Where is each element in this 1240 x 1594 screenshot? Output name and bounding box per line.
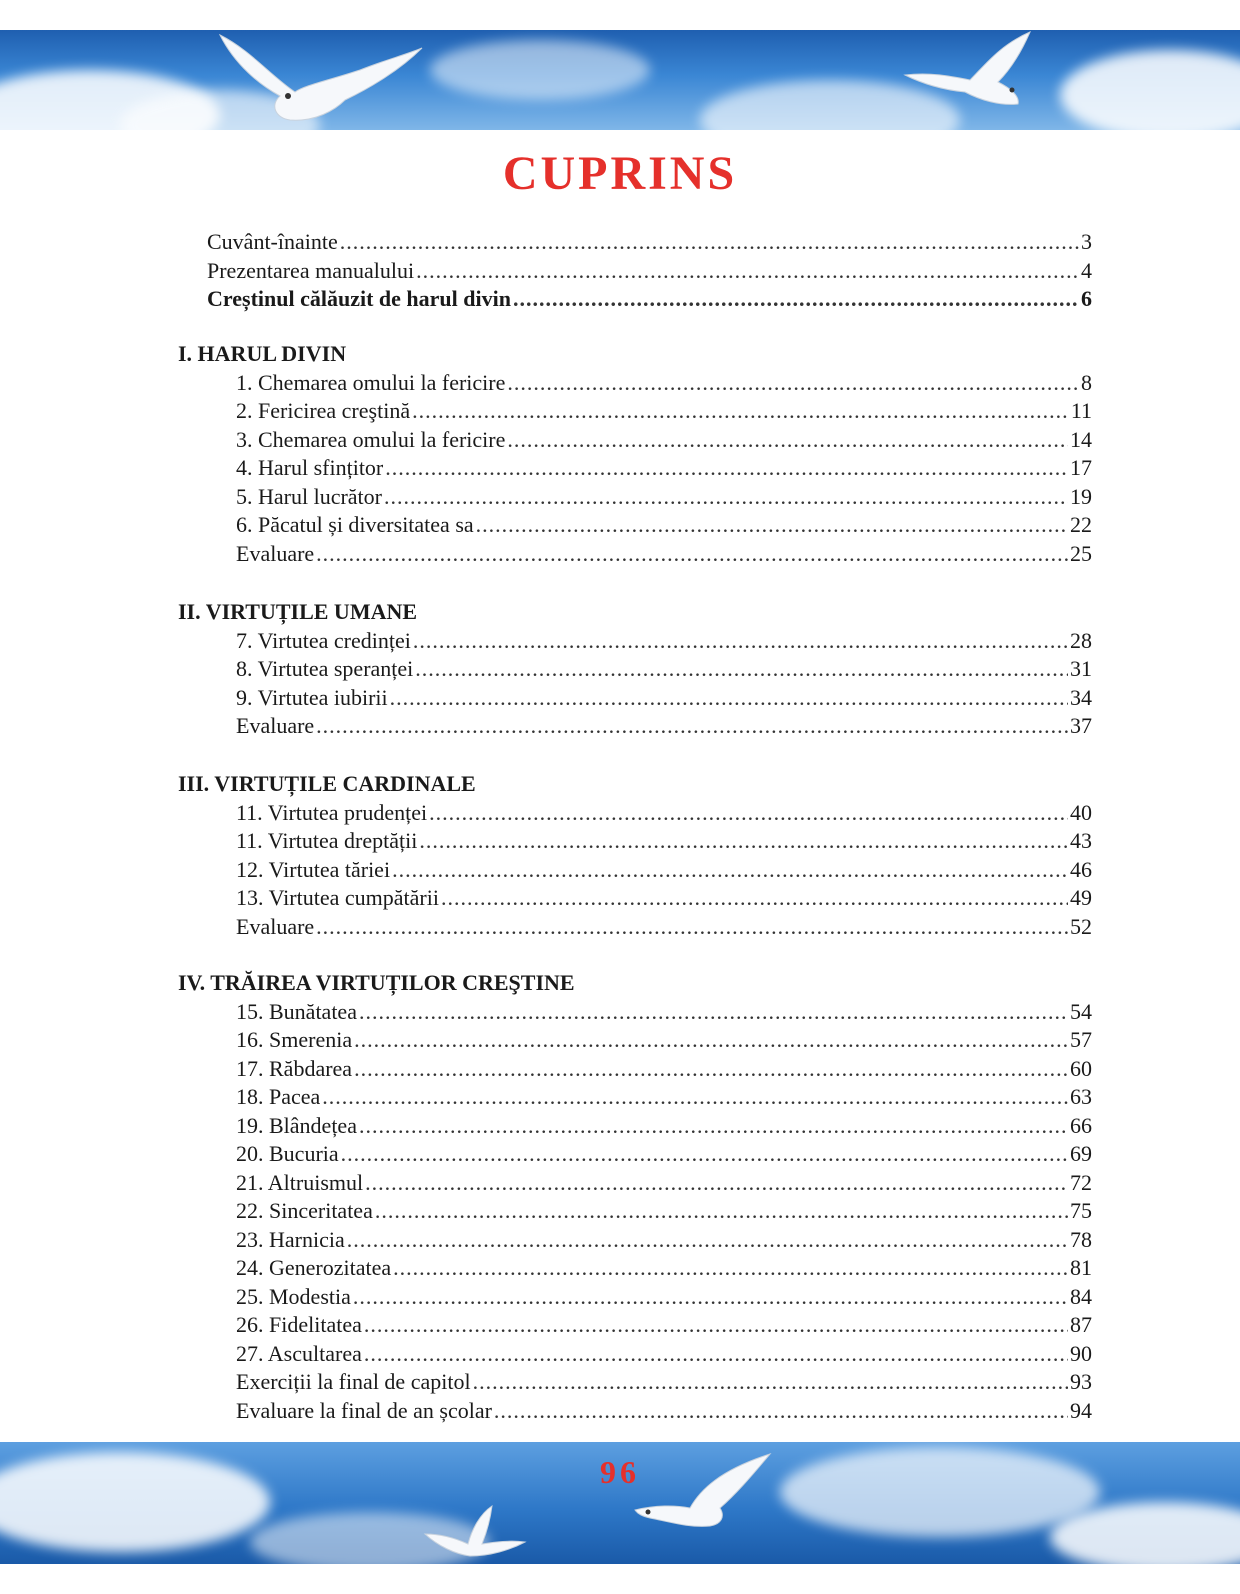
toc-entry-page: 93 <box>1070 1369 1092 1394</box>
toc-entry-title: Creștinul călăuzit de harul divin <box>207 286 511 311</box>
toc-entry-page: 4 <box>1081 257 1092 283</box>
toc-dot-leader <box>419 827 1068 855</box>
toc-section-heading: I. HARUL DIVIN <box>178 341 347 366</box>
toc-dot-leader <box>341 1140 1068 1168</box>
toc-dot-leader <box>507 369 1079 397</box>
toc-entry-title: 2. Fericirea creştină <box>236 398 411 423</box>
toc-dot-leader <box>429 799 1068 827</box>
toc-entry-title: 6. Păcatul și diversitatea sa <box>236 512 474 537</box>
toc-entry-title: 23. Harnicia <box>236 1226 345 1252</box>
toc-entry-title: 5. Harul lucrător <box>236 483 382 509</box>
toc-entry-page: 14 <box>1070 426 1092 452</box>
toc-dot-leader <box>513 285 1079 313</box>
toc-entry-title: 20. Bucuria <box>236 1141 339 1166</box>
dove-icon <box>210 30 430 130</box>
toc-entry-page: 78 <box>1070 1226 1092 1252</box>
toc-entry[interactable] <box>207 257 1092 285</box>
toc-entry-title: 13. Virtutea cumpătării <box>236 885 439 910</box>
toc-entry-page: 57 <box>1070 1027 1092 1052</box>
toc-entry[interactable] <box>207 285 1092 313</box>
toc-entry-title: Prezentarea manualului <box>207 257 415 283</box>
toc-dot-leader <box>392 856 1068 884</box>
toc-entry[interactable] <box>236 1283 1092 1311</box>
toc-entry[interactable] <box>236 1140 1092 1168</box>
toc-entry[interactable] <box>236 397 1092 425</box>
toc-entry[interactable] <box>236 1055 1092 1083</box>
toc-entry-page: 25 <box>1070 540 1092 566</box>
dove-icon <box>420 1504 530 1560</box>
toc-dot-leader <box>375 1197 1068 1225</box>
toc-entry-title: Evaluare <box>236 540 315 566</box>
toc-entry-page: 34 <box>1070 684 1092 710</box>
toc-entry[interactable] <box>236 369 1092 397</box>
toc-dot-leader <box>416 257 1079 285</box>
toc-entry[interactable] <box>236 913 1092 941</box>
toc-dot-leader <box>316 540 1068 568</box>
toc-entry-page: 87 <box>1070 1312 1092 1337</box>
toc-entry-title: 17. Răbdarea <box>236 1055 353 1081</box>
toc-entry-page: 46 <box>1070 856 1092 882</box>
toc-entry-title: 16. Smerenia <box>236 1027 353 1052</box>
toc-entry[interactable] <box>236 998 1092 1026</box>
toc-dot-leader <box>316 913 1068 941</box>
toc-entry-title: 15. Bunătatea <box>236 998 357 1024</box>
toc-dot-leader <box>364 1340 1068 1368</box>
toc-dot-leader <box>353 1283 1068 1311</box>
toc-dot-leader <box>340 228 1079 256</box>
toc-dot-leader <box>322 1083 1068 1111</box>
toc-entry[interactable] <box>236 1368 1092 1396</box>
toc-entry-page: 69 <box>1070 1141 1092 1166</box>
toc-entry[interactable] <box>236 884 1092 912</box>
toc-entry-page: 11 <box>1070 398 1092 423</box>
toc-dot-leader <box>413 627 1068 655</box>
toc-entry[interactable] <box>236 1169 1092 1197</box>
toc-entry-page: 75 <box>1070 1198 1092 1223</box>
toc-entry[interactable] <box>236 827 1092 855</box>
toc-entry[interactable] <box>236 1112 1092 1140</box>
toc-entry[interactable] <box>236 454 1092 482</box>
toc-entry[interactable] <box>236 1197 1092 1225</box>
toc-entry-page: 22 <box>1070 512 1092 537</box>
toc-dot-leader <box>354 1026 1068 1054</box>
toc-entry[interactable] <box>236 1083 1092 1111</box>
toc-entry-title: Cuvânt-înainte <box>207 229 338 254</box>
toc-entry-title: 22. Sinceritatea <box>236 1198 373 1223</box>
toc-entry-title: 11. Virtutea dreptății <box>236 828 418 853</box>
toc-entry[interactable] <box>236 1254 1092 1282</box>
toc-entry-title: 9. Virtutea iubirii <box>236 684 388 710</box>
toc-entry-page: 40 <box>1070 799 1092 825</box>
toc-entry-title: 25. Modestia <box>236 1283 351 1309</box>
toc-entry-page: 17 <box>1070 455 1092 480</box>
toc-dot-leader <box>347 1226 1068 1254</box>
toc-entry[interactable] <box>236 712 1092 740</box>
toc-entry-title: 24. Generozitatea <box>236 1255 392 1280</box>
toc-entry-title: 7. Virtutea credinței <box>236 627 411 653</box>
toc-entry[interactable] <box>236 540 1092 568</box>
toc-entry-title: 8. Virtutea speranței <box>236 656 414 681</box>
toc-entry[interactable] <box>236 1026 1092 1054</box>
toc-entry-title: 19. Blândețea <box>236 1112 357 1138</box>
toc-entry[interactable] <box>236 1340 1092 1368</box>
toc-entry-page: 28 <box>1070 627 1092 653</box>
toc-entry[interactable] <box>236 426 1092 454</box>
toc-dot-leader <box>494 1397 1068 1425</box>
toc-entry-page: 63 <box>1070 1084 1092 1109</box>
toc-dot-leader <box>507 426 1068 454</box>
toc-entry[interactable] <box>236 1397 1092 1425</box>
dove-icon <box>900 30 1060 110</box>
toc-entry-title: Evaluare la final de an școlar <box>236 1397 492 1423</box>
toc-entry-page: 84 <box>1070 1283 1092 1309</box>
toc-dot-leader <box>390 684 1068 712</box>
toc-dot-leader <box>316 712 1068 740</box>
toc-entry[interactable] <box>236 511 1092 539</box>
toc-entry-title: 18. Pacea <box>236 1084 321 1109</box>
page-number: 96 <box>600 1454 640 1490</box>
toc-entry-page: 60 <box>1070 1055 1092 1081</box>
toc-dot-leader <box>354 1055 1068 1083</box>
toc-entry-title: 27. Ascultarea <box>236 1340 362 1366</box>
toc-entry-page: 52 <box>1070 913 1092 939</box>
toc-section-heading: II. VIRTUȚILE UMANE <box>178 599 418 624</box>
toc-entry-title: 21. Altruismul <box>236 1169 364 1195</box>
toc-entry-title: 26. Fidelitatea <box>236 1312 362 1337</box>
toc-entry-title: Evaluare <box>236 913 315 939</box>
toc-entry-title: 1. Chemarea omului la fericire <box>236 369 506 395</box>
toc-entry-page: 66 <box>1070 1112 1092 1138</box>
toc-entry[interactable] <box>236 1226 1092 1254</box>
toc-entry-page: 90 <box>1070 1340 1092 1366</box>
toc-entry-page: 31 <box>1070 656 1092 681</box>
toc-dot-leader <box>393 1254 1068 1282</box>
top-sky-banner <box>0 30 1240 130</box>
toc-entry-page: 43 <box>1070 828 1092 853</box>
toc-dot-leader <box>365 1169 1068 1197</box>
toc-entry[interactable] <box>236 655 1092 683</box>
toc-dot-leader <box>415 655 1068 683</box>
toc-entry-page: 72 <box>1070 1169 1092 1195</box>
toc-dot-leader <box>359 998 1068 1026</box>
toc-entry-page: 49 <box>1070 885 1092 910</box>
toc-entry[interactable] <box>236 799 1092 827</box>
toc-section-heading: IV. TRĂIREA VIRTUȚILOR CREŞTINE <box>178 970 575 995</box>
toc-entry-title: 11. Virtutea prudenței <box>236 799 428 825</box>
toc-dot-leader <box>385 454 1068 482</box>
toc-dot-leader <box>476 511 1068 539</box>
toc-dot-leader <box>473 1368 1068 1396</box>
toc-dot-leader <box>364 1311 1068 1339</box>
toc-entry[interactable] <box>236 1311 1092 1339</box>
toc-entry[interactable] <box>236 627 1092 655</box>
toc-entry-page: 3 <box>1081 229 1092 254</box>
toc-dot-leader <box>412 397 1069 425</box>
toc-entry-page: 81 <box>1070 1255 1092 1280</box>
toc-section-heading: III. VIRTUȚILE CARDINALE <box>178 771 476 796</box>
toc-entry-page: 94 <box>1070 1397 1092 1423</box>
page-title: CUPRINS <box>502 147 738 200</box>
toc-entry-title: 3. Chemarea omului la fericire <box>236 426 506 452</box>
toc-entry[interactable] <box>207 228 1092 256</box>
toc-entry[interactable] <box>236 483 1092 511</box>
toc-entry-page: 19 <box>1070 483 1092 509</box>
toc-entry-title: 12. Virtutea tăriei <box>236 856 391 882</box>
toc-entry-page: 37 <box>1070 713 1092 738</box>
toc-entry-title: 4. Harul sfințitor <box>236 455 384 480</box>
toc-entry-page: 6 <box>1081 286 1092 311</box>
toc-entry-title: Exerciții la final de capitol <box>236 1369 471 1394</box>
toc-entry-page: 8 <box>1081 369 1092 395</box>
toc-entry[interactable] <box>236 856 1092 884</box>
toc-entry-title: Evaluare <box>236 713 315 738</box>
toc-entry-page: 54 <box>1070 998 1092 1024</box>
toc-dot-leader <box>384 483 1068 511</box>
toc-dot-leader <box>359 1112 1068 1140</box>
toc-dot-leader <box>441 884 1068 912</box>
toc-entry[interactable] <box>236 684 1092 712</box>
